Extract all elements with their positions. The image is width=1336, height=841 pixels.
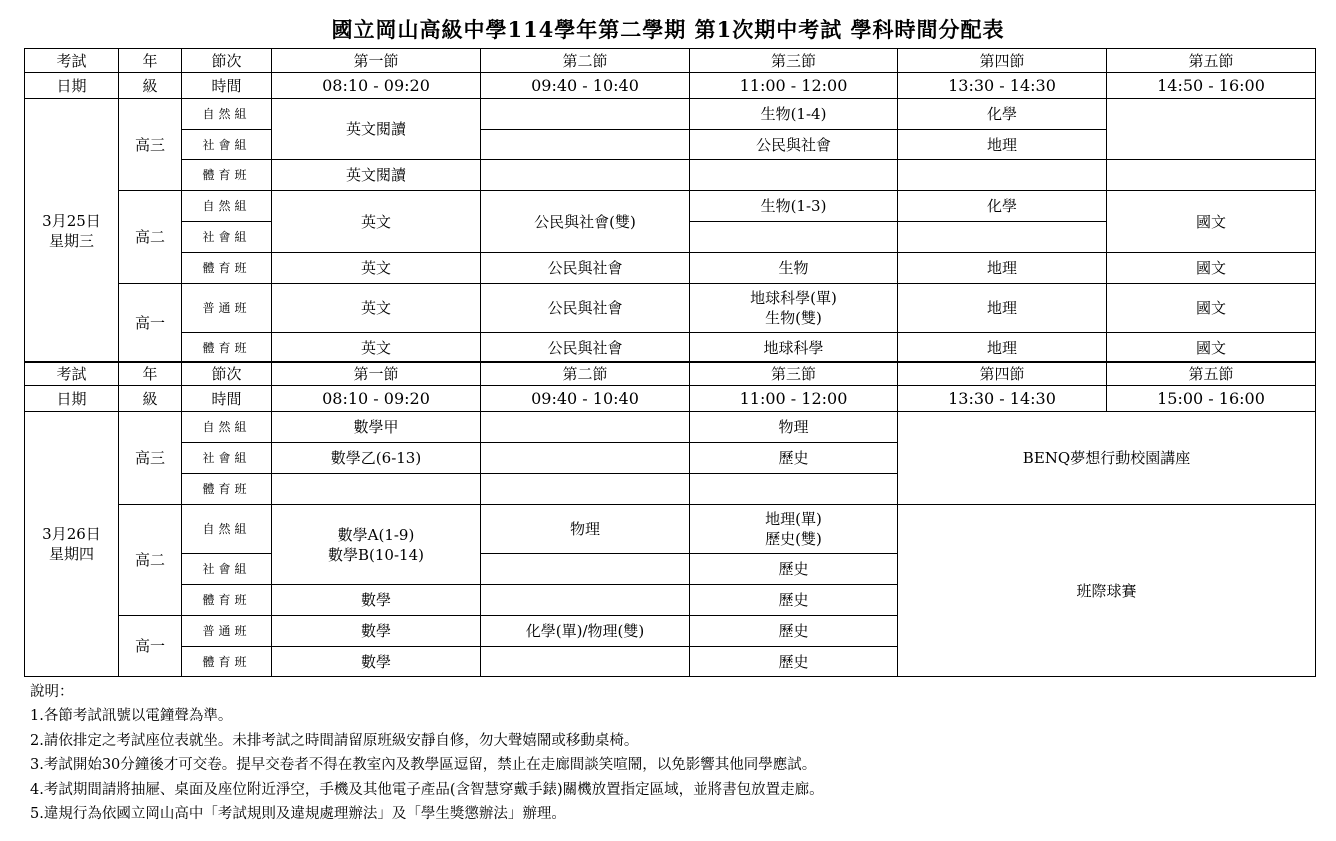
grade-label: 高一 — [119, 284, 182, 363]
time-slot-3: 11:00 - 12:00 — [690, 73, 898, 99]
exam-subject: 地球科學 — [690, 333, 898, 363]
empty-cell — [481, 130, 690, 160]
empty-cell — [1107, 99, 1316, 160]
note-item: 2.請依排定之考試座位表就坐。未排考試之時間請留原班級安靜自修，勿大聲嬉鬧或移動桌椅。 — [30, 732, 639, 749]
time-slot-1: 08:10 - 09:20 — [272, 386, 481, 412]
exam-subject: 物理 — [690, 412, 898, 443]
exam-subject: 英文 — [272, 284, 481, 333]
exam-subject: 數學 — [272, 585, 481, 616]
exam-subject: 地理 — [898, 130, 1107, 160]
empty-cell — [481, 585, 690, 616]
grade-label: 高二 — [119, 191, 182, 284]
exam-subject: 國文 — [1107, 284, 1316, 333]
empty-cell — [481, 99, 690, 130]
exam-subject: 數學乙(6-13) — [272, 443, 481, 474]
exam-subject: 公民與社會 — [481, 284, 690, 333]
row-label-pe: 體育班 — [182, 253, 272, 284]
exam-subject-line: 生物(雙) — [765, 309, 822, 327]
page-title: 國立岡山高級中學114學年第二學期 第1次期中考試 學科時間分配表 — [331, 17, 1005, 42]
row-label-social: 社會組 — [182, 554, 272, 585]
exam-subject-line: 歷史(雙) — [765, 530, 822, 548]
exam-subject: 生物 — [690, 253, 898, 284]
exam-subject: 生物(1-4) — [690, 99, 898, 130]
empty-cell — [898, 222, 1107, 253]
row-label-pe: 體育班 — [182, 160, 272, 191]
row-label-natural: 自然組 — [182, 191, 272, 222]
exam-subject-line: 地理(單) — [765, 510, 822, 528]
row-label-general: 普通班 — [182, 616, 272, 647]
row-label-social: 社會組 — [182, 222, 272, 253]
header-period-4: 第四節 — [898, 362, 1107, 386]
exam-date-cell — [25, 412, 119, 677]
exam-subject: 國文 — [1107, 191, 1316, 253]
header-period-2: 第二節 — [481, 362, 690, 386]
exam-subject: 地理 — [898, 333, 1107, 363]
row-label-pe: 體育班 — [182, 585, 272, 616]
header-period-label: 節次 — [182, 362, 272, 386]
exam-subject: 英文 — [272, 333, 481, 363]
exam-subject: 數學甲 — [272, 412, 481, 443]
time-slot-2: 09:40 - 10:40 — [481, 73, 690, 99]
schedule-table-day2 — [24, 361, 1316, 677]
exam-subject: 國文 — [1107, 253, 1316, 284]
exam-subject: 公民與社會(雙) — [481, 191, 690, 253]
time-slot-5: 15:00 - 16:00 — [1107, 386, 1316, 412]
exam-subject: 公民與社會 — [481, 333, 690, 363]
exam-subject: 物理 — [481, 505, 690, 554]
header-period-3: 第三節 — [690, 49, 898, 73]
time-slot-1: 08:10 - 09:20 — [272, 73, 481, 99]
exam-subject-line: 地球科學(單) — [750, 289, 837, 307]
header-date-bottom: 日期 — [25, 386, 119, 412]
exam-date: 3月25日 — [42, 211, 101, 230]
empty-cell — [481, 554, 690, 585]
row-label-pe: 體育班 — [182, 647, 272, 677]
row-label-natural: 自然組 — [182, 99, 272, 130]
exam-subject-line: 數學A(1-9) — [337, 525, 415, 544]
row-label-natural: 自然組 — [182, 505, 272, 554]
header-grade-top: 年 — [119, 362, 182, 386]
empty-cell — [272, 474, 481, 505]
empty-cell — [481, 443, 690, 474]
exam-date: 3月26日 — [42, 525, 101, 543]
exam-subject: 英文 — [272, 253, 481, 284]
exam-subject: 化學(單)/物理(雙) — [481, 616, 690, 647]
grade-label: 高三 — [119, 99, 182, 191]
schedule-table-day1 — [24, 48, 1316, 363]
exam-subject: 數學 — [272, 616, 481, 647]
exam-subject: 英文閱讀 — [272, 99, 481, 160]
exam-subject: 歷史 — [690, 585, 898, 616]
note-item: 4.考試期間請將抽屜、桌面及座位附近淨空，手機及其他電子產品(含智慧穿戴手錶)關機放置指定區域，並將書包放置走廊。 — [30, 781, 824, 798]
row-label-social: 社會組 — [182, 130, 272, 160]
exam-subject: 生物(1-3) — [690, 191, 898, 222]
notes-section — [30, 680, 824, 826]
exam-subject-multi — [690, 505, 898, 554]
header-grade-bottom: 級 — [119, 73, 182, 99]
empty-cell — [690, 160, 898, 191]
empty-cell — [1107, 160, 1316, 191]
header-period-label: 節次 — [182, 49, 272, 73]
header-period-4: 第四節 — [898, 49, 1107, 73]
header-date-top: 考試 — [25, 49, 119, 73]
exam-subject: 英文閱讀 — [272, 160, 481, 191]
exam-subject: 數學 — [272, 647, 481, 677]
empty-cell — [481, 647, 690, 677]
header-period-5: 第五節 — [1107, 49, 1316, 73]
exam-subject: 歷史 — [690, 647, 898, 677]
exam-subject-line: 數學B(10-14) — [328, 545, 424, 564]
header-period-5: 第五節 — [1107, 362, 1316, 386]
exam-subject-multi — [690, 284, 898, 333]
exam-subject: 英文 — [272, 191, 481, 253]
header-grade-bottom: 級 — [119, 386, 182, 412]
note-item: 5.違規行為依國立岡山高中「考試規則及違規處理辦法」及「學生獎懲辦法」辦理。 — [30, 806, 566, 823]
empty-cell — [481, 412, 690, 443]
header-time-label: 時間 — [182, 386, 272, 412]
exam-subject: 歷史 — [690, 616, 898, 647]
exam-weekday: 星期四 — [48, 545, 94, 563]
row-label-general: 普通班 — [182, 284, 272, 333]
grade-label: 高二 — [119, 505, 182, 616]
exam-subject: 國文 — [1107, 333, 1316, 363]
empty-cell — [898, 160, 1107, 191]
afternoon-event: BENQ夢想行動校園講座 — [898, 412, 1316, 505]
exam-weekday: 星期三 — [48, 231, 94, 250]
header-date-top: 考試 — [25, 362, 119, 386]
row-label-natural: 自然組 — [182, 412, 272, 443]
exam-subject: 地理 — [898, 253, 1107, 284]
note-item: 3.考試開始30分鐘後才可交卷。提早交卷者不得在教室內及教學區逗留，禁止在走廊間談笑喧鬧，以免影響其他同學應試。 — [30, 757, 817, 774]
time-slot-3: 11:00 - 12:00 — [690, 386, 898, 412]
exam-subject: 化學 — [898, 191, 1107, 222]
time-slot-5: 14:50 - 16:00 — [1107, 73, 1316, 99]
header-period-2: 第二節 — [481, 49, 690, 73]
exam-subject: 歷史 — [690, 443, 898, 474]
afternoon-event: 班際球賽 — [898, 505, 1316, 677]
exam-subject-multi — [272, 505, 481, 585]
time-slot-4: 13:30 - 14:30 — [898, 386, 1107, 412]
grade-label: 高一 — [119, 616, 182, 677]
row-label-pe: 體育班 — [182, 474, 272, 505]
grade-label: 高三 — [119, 412, 182, 505]
exam-subject: 化學 — [898, 99, 1107, 130]
empty-cell — [690, 474, 898, 505]
header-period-1: 第一節 — [272, 49, 481, 73]
exam-subject: 公民與社會 — [690, 130, 898, 160]
empty-cell — [481, 160, 690, 191]
row-label-pe: 體育班 — [182, 333, 272, 363]
exam-subject: 歷史 — [690, 554, 898, 585]
exam-subject: 公民與社會 — [481, 253, 690, 284]
notes-heading: 說明： — [30, 684, 74, 700]
empty-cell — [481, 474, 690, 505]
header-period-1: 第一節 — [272, 362, 481, 386]
time-slot-4: 13:30 - 14:30 — [898, 73, 1107, 99]
header-date-bottom: 日期 — [25, 73, 119, 99]
exam-subject: 地理 — [898, 284, 1107, 333]
header-grade-top: 年 — [119, 49, 182, 73]
time-slot-2: 09:40 - 10:40 — [481, 386, 690, 412]
exam-date-cell — [25, 99, 119, 363]
header-time-label: 時間 — [182, 73, 272, 99]
row-label-social: 社會組 — [182, 443, 272, 474]
note-item: 1.各節考試訊號以電鐘聲為準。 — [30, 708, 233, 725]
empty-cell — [690, 222, 898, 253]
header-period-3: 第三節 — [690, 362, 898, 386]
